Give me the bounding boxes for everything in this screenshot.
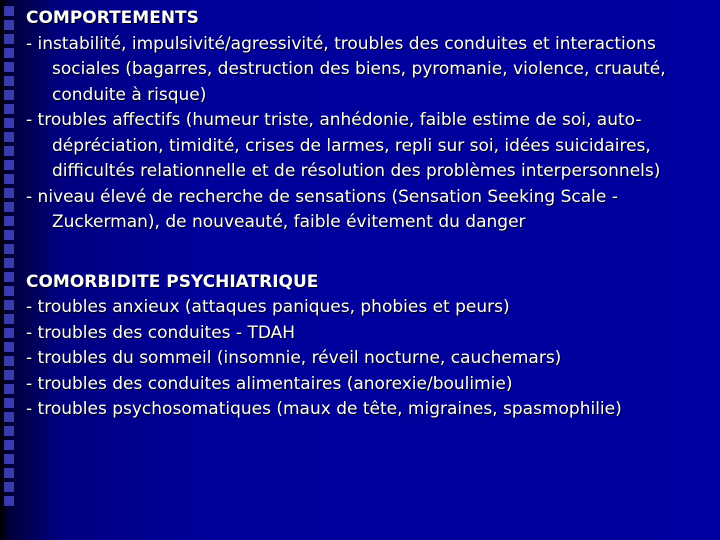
list-item: - troubles du sommeil (insomnie, réveil nocturne, cauchemars) bbox=[26, 348, 562, 368]
list-item: - troubles anxieux (attaques paniques, phobies et peurs) bbox=[26, 297, 510, 317]
comorbidite-list bbox=[26, 295, 716, 423]
section-title-comportements: COMPORTEMENTS bbox=[26, 8, 199, 28]
list-item: - niveau élevé de recherche de sensations (Sensation Seeking Scale -Zuckerman), de nouveauté, faible évitement du danger bbox=[26, 186, 618, 232]
slide-content bbox=[26, 6, 716, 423]
comportements-list bbox=[26, 32, 716, 236]
list-item: - troubles des conduites alimentaires (anorexie/boulimie) bbox=[26, 373, 513, 394]
list-item: - troubles psychosomatiques (maux de tête, migraines, spasmophilie) bbox=[26, 399, 622, 419]
list-item: - instabilité, impulsivité/agressivité, troubles des conduites et interactions sociales (bagarres, destruction des biens, pyromanie, violence, cruauté, conduite à risque) bbox=[26, 33, 666, 105]
list-item: - troubles affectifs (humeur triste, anhédonie, faible estime de soi, auto-dépréciation, timidité, crises de larmes, repli sur soi, idées suicidaires, difficultés relationnelle et de résolution des problèmes interpersonnels) bbox=[26, 110, 661, 181]
section-title-comorbidite: COMORBIDITE PSYCHIATRIQUE bbox=[26, 271, 319, 292]
list-item: - troubles des conduites - TDAH bbox=[26, 322, 296, 343]
side-decoration bbox=[0, 0, 20, 540]
